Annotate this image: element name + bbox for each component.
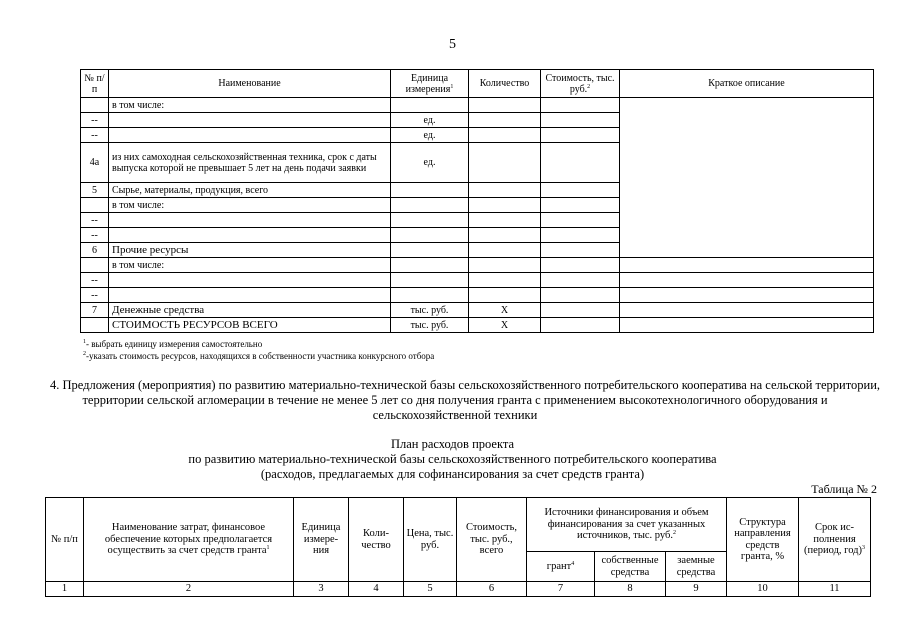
column-number: 6 [457, 582, 527, 597]
cell-num [81, 98, 109, 113]
cell-desc [620, 288, 874, 303]
cell-num: -- [81, 213, 109, 228]
page-number: 5 [449, 37, 456, 52]
cell-qty [469, 243, 541, 258]
cell-name: Сырье, материалы, продукция, всего [109, 183, 391, 198]
column-number: 5 [404, 582, 457, 597]
column-number: 10 [727, 582, 799, 597]
cell-cost [541, 113, 620, 128]
plan-subtitle: по развитию материально-технической базы сельскохозяйственного потребительского кооператива [188, 452, 717, 466]
cell-qty [469, 98, 541, 113]
cell-qty: Х [469, 303, 541, 318]
plan-title: План расходов проекта [390, 437, 515, 451]
cell-cost [541, 303, 620, 318]
cell-name [109, 228, 391, 243]
resources-table [80, 69, 874, 333]
cell-name: Денежные средства [109, 303, 391, 318]
table-row [81, 288, 874, 303]
column-number: 1 [46, 582, 84, 597]
cell-qty [469, 288, 541, 303]
cell-name [109, 273, 391, 288]
header-qty: Коли-чество [349, 498, 404, 582]
expense-plan-table [45, 497, 871, 597]
cell-unit [391, 228, 469, 243]
cell-unit [391, 273, 469, 288]
cell-cost [541, 198, 620, 213]
table-label: Таблица № 2 [811, 482, 877, 496]
cell-desc [620, 258, 874, 273]
cell-num: 5 [81, 183, 109, 198]
table-row [81, 258, 874, 273]
header-term: Срок ис-полнения (период, год)$^3$ [799, 498, 871, 582]
plan-subtitle-note: (расходов, предлагаемых для софинансирования за счет средств гранта) [260, 467, 645, 481]
cell-num: 7 [81, 303, 109, 318]
cell-unit: тыс. руб. [391, 318, 469, 333]
column-number: 7 [527, 582, 595, 597]
cell-unit [391, 288, 469, 303]
cell-num [81, 318, 109, 333]
column-number-row [46, 582, 871, 597]
header-name: Наименование [109, 70, 391, 98]
cell-desc [620, 318, 874, 333]
cell-name [109, 288, 391, 303]
header-unit: Единица измерения$^1$ [391, 70, 469, 98]
cell-desc [620, 303, 874, 318]
table-row [81, 318, 874, 333]
cell-num: 6 [81, 243, 109, 258]
cell-unit [391, 213, 469, 228]
column-number: 4 [349, 582, 404, 597]
cell-unit [391, 243, 469, 258]
header-price: Цена, тыс. руб. [404, 498, 457, 582]
cell-qty [469, 228, 541, 243]
cell-name [109, 213, 391, 228]
cell-name [109, 128, 391, 143]
cell-desc [620, 273, 874, 288]
cell-qty: Х [469, 318, 541, 333]
header-loan-funds: заемные средства [666, 552, 727, 582]
cell-num: 4а [81, 143, 109, 183]
cell-name: Прочие ресурсы [109, 243, 391, 258]
cell-cost [541, 143, 620, 183]
header-unit: Единица измере-ния [294, 498, 349, 582]
cell-qty [469, 213, 541, 228]
cell-num: -- [81, 113, 109, 128]
table-row [81, 98, 874, 113]
cell-cost [541, 228, 620, 243]
column-number: 11 [799, 582, 871, 597]
cell-cost [541, 98, 620, 113]
cell-cost [541, 183, 620, 198]
cell-unit [391, 98, 469, 113]
cell-num [81, 198, 109, 213]
cell-unit: ед. [391, 143, 469, 183]
cell-cost [541, 318, 620, 333]
cell-num [81, 258, 109, 273]
header-structure: Структура направления средств гранта, % [727, 498, 799, 582]
cell-qty [469, 183, 541, 198]
table-row [81, 273, 874, 288]
header-num: № п/п [81, 70, 109, 98]
cell-name: СТОИМОСТЬ РЕСУРСОВ ВСЕГО [109, 318, 391, 333]
cell-unit: тыс. руб. [391, 303, 469, 318]
header-num: № п/п [46, 498, 84, 582]
cell-cost [541, 128, 620, 143]
cell-num: -- [81, 228, 109, 243]
cell-qty [469, 258, 541, 273]
cell-unit [391, 258, 469, 273]
cell-cost [541, 273, 620, 288]
footnote-2: $^2$-указать стоимость ресурсов, находящихся в собственности участника конкурсного отбора [83, 351, 435, 361]
cell-name: в том числе: [109, 98, 391, 113]
cell-qty [469, 273, 541, 288]
cell-unit [391, 198, 469, 213]
cell-unit: ед. [391, 113, 469, 128]
cell-qty [469, 143, 541, 183]
cell-cost [541, 258, 620, 273]
header-grant: грант$^4$ [527, 552, 595, 582]
cell-num: -- [81, 128, 109, 143]
section-4-text: 4. Предложения (мероприятия) по развитию материально-технической базы сельскохозяйственного потребительского кооператива на сельской территории, территории сельской агломерации в течение не менее 5 лет со дня получения гранта с применением высокотехнологичного оборудования и сельскохозяйственной техники [49, 378, 881, 422]
header-name: Наименование затрат, финансовое обеспечение которых предполагается осуществить за счет средств гранта$^1$ [84, 498, 294, 582]
header-qty: Количество [469, 70, 541, 98]
cell-name: в том числе: [109, 198, 391, 213]
cell-desc [620, 98, 874, 258]
cell-name: в том числе: [109, 258, 391, 273]
cell-qty [469, 128, 541, 143]
cell-unit [391, 183, 469, 198]
cell-cost [541, 243, 620, 258]
column-number: 8 [595, 582, 666, 597]
cell-num: -- [81, 273, 109, 288]
header-sources: Источники финансирования и объем финансирования за счет указанных источников, тыс. руб.$^2$ [527, 498, 727, 552]
header-cost: Стоимость, тыс. руб.$^2$ [541, 70, 620, 98]
cell-num: -- [81, 288, 109, 303]
cell-unit: ед. [391, 128, 469, 143]
cell-qty [469, 198, 541, 213]
cell-qty [469, 113, 541, 128]
column-number: 3 [294, 582, 349, 597]
cell-cost [541, 288, 620, 303]
cell-name: из них самоходная сельскохозяйственная техника, срок с даты выпуска которой не превышает 5 лет на день подачи заявки [109, 143, 391, 183]
table-row [81, 303, 874, 318]
cell-cost [541, 213, 620, 228]
footnote-1: $^1$- выбрать единицу измерения самостоятельно [83, 339, 263, 349]
header-own-funds: собственные средства [595, 552, 666, 582]
cell-name [109, 113, 391, 128]
column-number: 2 [84, 582, 294, 597]
header-desc: Краткое описание [620, 70, 874, 98]
header-total: Стоимость, тыс. руб., всего [457, 498, 527, 582]
column-number: 9 [666, 582, 727, 597]
